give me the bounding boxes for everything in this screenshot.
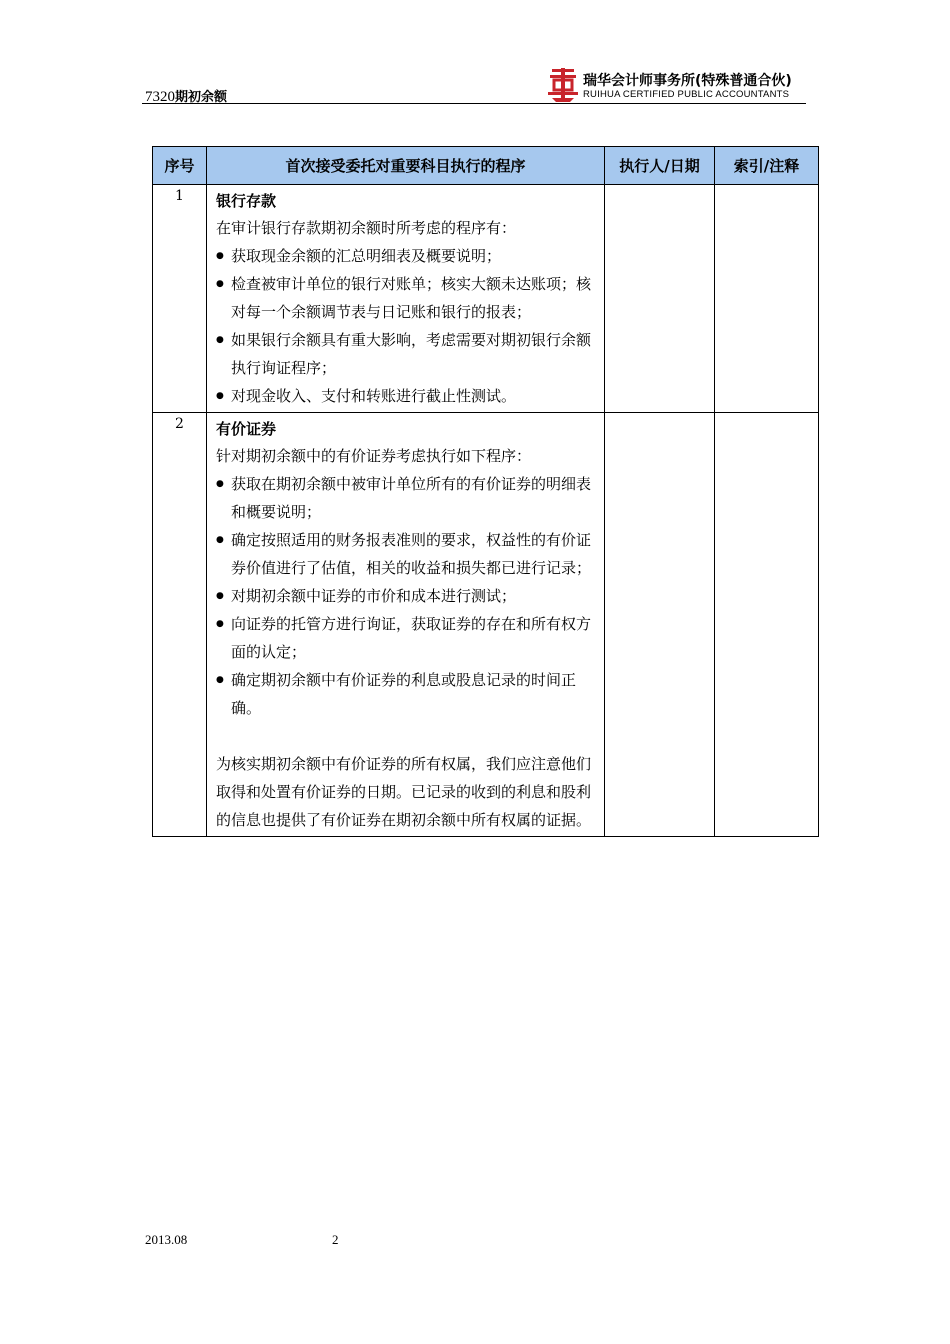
list-item: ● 对期初余额中证券的市价和成本进行测试；: [216, 582, 596, 610]
row-procedure: [207, 185, 605, 413]
list-item: ● 对现金收入、支付和转账进行截止性测试。: [216, 382, 596, 410]
table-header-row: [153, 147, 819, 185]
section-title: 银行存款: [216, 192, 277, 210]
footer-date: 2013.08: [145, 1232, 188, 1247]
table-row: [153, 413, 819, 837]
section-intro: 在审计银行存款期初余额时所考虑的程序有：: [216, 219, 517, 237]
table-row: [153, 185, 819, 413]
list-item: ● 获取现金余额的汇总明细表及概要说明；: [216, 242, 596, 270]
list-item: ● 获取在期初余额中被审计单位所有的有价证券的明细表和概要说明；: [216, 470, 596, 526]
procedure-table: [152, 146, 819, 837]
procedure-list: [216, 242, 596, 410]
firm-logo-icon: [548, 68, 578, 102]
row-procedure: [207, 413, 605, 837]
header-divider: [142, 103, 806, 104]
list-item: ● 确定期初余额中有价证券的利息或股息记录的时间正确。: [216, 666, 596, 722]
section-intro: 针对期初余额中的有价证券考虑执行如下程序：: [216, 447, 532, 465]
list-item: ● 检查被审计单位的银行对账单；核实大额未达账项；核对每一个余额调节表与日记账和银行的报表；: [216, 270, 596, 326]
list-item: ● 向证券的托管方进行询证，获取证券的存在和所有权方面的认定；: [216, 610, 596, 666]
column-header-seq: 序号: [153, 147, 207, 185]
section-paragraph: 为核实期初余额中有价证券的所有权属，我们应注意他们取得和处置有价证券的日期。已记录的收到的利息和股利的信息也提供了有价证券在期初余额中所有权属的证据。: [216, 755, 592, 829]
firm-name-en: RUIHUA CERTIFIED PUBLIC ACCOUNTANTS: [583, 89, 790, 100]
document-code: 7320: [145, 89, 175, 105]
column-header-note: 索引/注释: [715, 147, 819, 185]
list-item: ● 确定按照适用的财务报表准则的要求，权益性的有价证券价值进行了估值，相关的收益和损失都已进行记录；: [216, 526, 596, 582]
column-header-executor: 执行人/日期: [605, 147, 715, 185]
row-note[interactable]: [715, 185, 819, 413]
column-header-procedure: 首次接受委托对重要科目执行的程序: [207, 147, 605, 185]
document-title-text: 期初余额: [175, 90, 228, 105]
section-title: 有价证券: [216, 420, 277, 438]
row-executor[interactable]: [605, 185, 715, 413]
row-seq: 1: [153, 185, 207, 413]
row-seq: 2: [153, 413, 207, 837]
firm-name-cn: 瑞华会计师事务所(特殊普通合伙): [583, 73, 792, 89]
procedure-list: [216, 470, 596, 722]
list-item: ● 如果银行余额具有重大影响，考虑需要对期初银行余额执行询证程序；: [216, 326, 596, 382]
page-number: 2: [332, 1232, 339, 1247]
row-note[interactable]: [715, 413, 819, 837]
row-executor[interactable]: [605, 413, 715, 837]
